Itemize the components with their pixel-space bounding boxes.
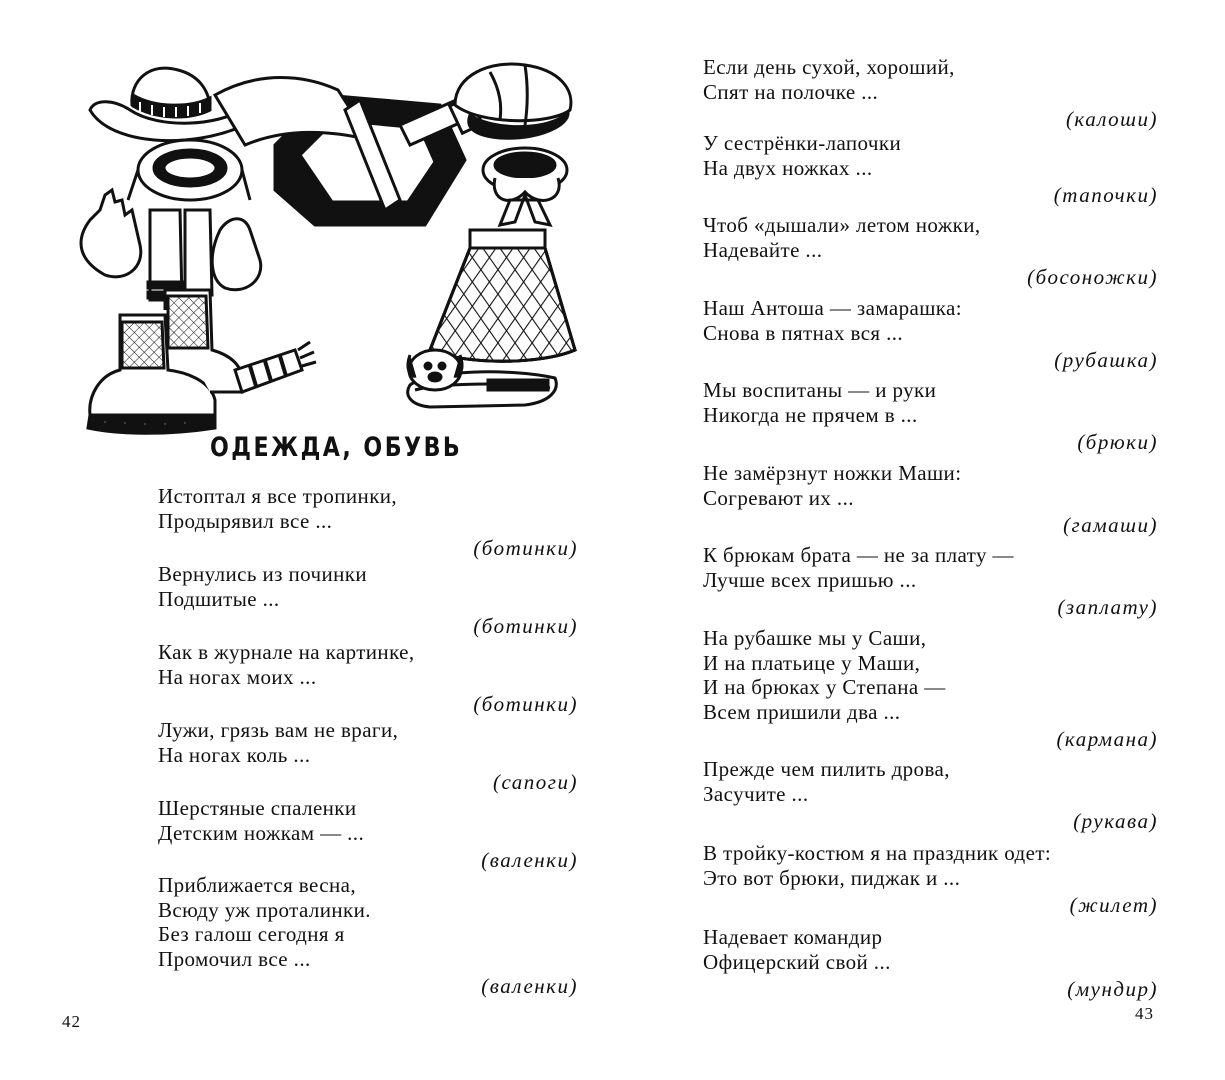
riddle-answer: (тапочки) xyxy=(1053,183,1158,207)
riddle xyxy=(158,796,578,872)
socks-drawing xyxy=(148,210,212,300)
riddle-line: Подшитые ... xyxy=(158,586,280,611)
riddle xyxy=(158,873,578,998)
boots-drawing xyxy=(88,290,242,433)
riddle-line: Снова в пятнах вся ... xyxy=(703,320,904,345)
riddle-answer: (сапоги) xyxy=(493,770,578,794)
riddle xyxy=(703,55,1158,131)
riddle-line: На ногах коль ... xyxy=(158,742,311,767)
riddle-line: Не замёрзнут ножки Маши: xyxy=(703,461,962,485)
collar-drawing xyxy=(483,148,567,225)
riddle-line: Наш Антоша — замарашка: xyxy=(703,296,963,320)
cap-drawing xyxy=(455,64,571,138)
riddle xyxy=(703,841,1158,917)
riddle xyxy=(158,484,578,560)
riddle-line: Прежде чем пилить дрова, xyxy=(703,757,950,781)
riddle xyxy=(703,757,1158,833)
riddle xyxy=(703,296,1158,372)
winter-hat-drawing xyxy=(128,140,250,200)
riddle-line: Вернулись из починки xyxy=(158,562,367,586)
riddle-answer: (ботинки) xyxy=(473,692,578,716)
riddle-line: В тройку-костюм я на праздник одет: xyxy=(703,841,1052,865)
riddle-answer: (рукава) xyxy=(1073,809,1158,833)
riddle-answer: (ботинки) xyxy=(473,536,578,560)
left-page xyxy=(0,0,600,1080)
riddle-line: Офицерский свой ... xyxy=(703,949,891,974)
riddle-line: Надевает командир xyxy=(703,925,883,949)
riddle xyxy=(703,378,1158,454)
striped-scarf-drawing xyxy=(235,342,316,392)
riddle-line: Чтоб «дышали» летом ножки, xyxy=(703,213,981,237)
page-number: 43 xyxy=(1135,1004,1154,1023)
riddle-answer: (мундир) xyxy=(1067,977,1158,1001)
riddle-line: И на брюках у Степана — xyxy=(703,675,946,699)
riddle-answer: (заплату) xyxy=(1057,595,1158,619)
page-number: 42 xyxy=(62,1012,81,1031)
riddle-line: На рубашке мы у Саши, xyxy=(703,626,927,650)
riddle-line: К брюкам брата — не за плату — xyxy=(703,543,1014,567)
riddle-answer: (кармана) xyxy=(1056,727,1158,751)
riddle-line: Приближается весна, xyxy=(158,873,356,897)
riddle-line: Никогда не прячем в ... xyxy=(703,402,918,427)
riddle-answer: (ботинки) xyxy=(473,614,578,638)
riddle xyxy=(703,461,1158,537)
riddle-answer: (калоши) xyxy=(1065,107,1158,131)
right-page xyxy=(612,0,1225,1080)
riddle xyxy=(703,213,1158,289)
riddle xyxy=(703,131,1158,207)
riddle xyxy=(703,626,1158,751)
riddle-line: Надевайте ... xyxy=(703,237,823,262)
riddle-line: Это вот брюки, пиджак и ... xyxy=(703,865,961,890)
section-title: ОДЕЖДА, ОБУВЬ xyxy=(210,432,463,463)
riddle-line: Промочил все ... xyxy=(158,946,311,971)
riddle-line: Лужи, грязь вам не враги, xyxy=(158,718,399,742)
riddle-answer: (босоножки) xyxy=(1027,265,1158,289)
riddle-line: На двух ножках ... xyxy=(703,155,873,180)
riddle-answer: (валенки) xyxy=(481,848,578,872)
riddle-line: Истоптал я все тропинки, xyxy=(158,484,398,508)
riddle-line: Всюду уж проталинки. xyxy=(158,897,371,922)
riddle-line: И на платьице у Маши, xyxy=(703,650,921,675)
riddle-answer: (брюки) xyxy=(1077,430,1158,454)
riddle-line: У сестрёнки-лапочки xyxy=(703,131,902,155)
riddle-line: Согревают их ... xyxy=(703,485,854,510)
riddle-line: Шерстяные спаленки xyxy=(158,796,357,820)
riddle xyxy=(703,543,1158,619)
skirt-drawing xyxy=(430,230,575,361)
riddle-answer: (гамаши) xyxy=(1063,513,1158,537)
riddle xyxy=(703,925,1158,1001)
clothing-illustration xyxy=(70,50,590,440)
riddle-answer: (валенки) xyxy=(481,974,578,998)
riddle-line: Без галош сегодня я xyxy=(158,922,345,946)
riddle xyxy=(158,718,578,794)
riddle-line: Засучите ... xyxy=(703,781,809,806)
riddle xyxy=(158,562,578,638)
riddle-answer: (жилет) xyxy=(1069,893,1158,917)
riddle-line: На ногах моих ... xyxy=(158,664,317,689)
riddle-line: Спят на полочке ... xyxy=(703,79,879,104)
riddle-answer: (рубашка) xyxy=(1054,348,1158,372)
riddle-line: Если день сухой, хороший, xyxy=(703,55,955,79)
riddle-line: Продырявил все ... xyxy=(158,508,333,533)
scarf-drawing xyxy=(215,78,465,226)
riddle-line: Детским ножкам — ... xyxy=(158,820,365,845)
riddle-line: Как в журнале на картинке, xyxy=(158,640,415,664)
riddle xyxy=(158,640,578,716)
riddle-line: Лучше всех пришью ... xyxy=(703,567,917,592)
riddle-line: Мы воспитаны — и руки xyxy=(703,378,937,402)
riddle-line: Всем пришили два ... xyxy=(703,699,901,724)
